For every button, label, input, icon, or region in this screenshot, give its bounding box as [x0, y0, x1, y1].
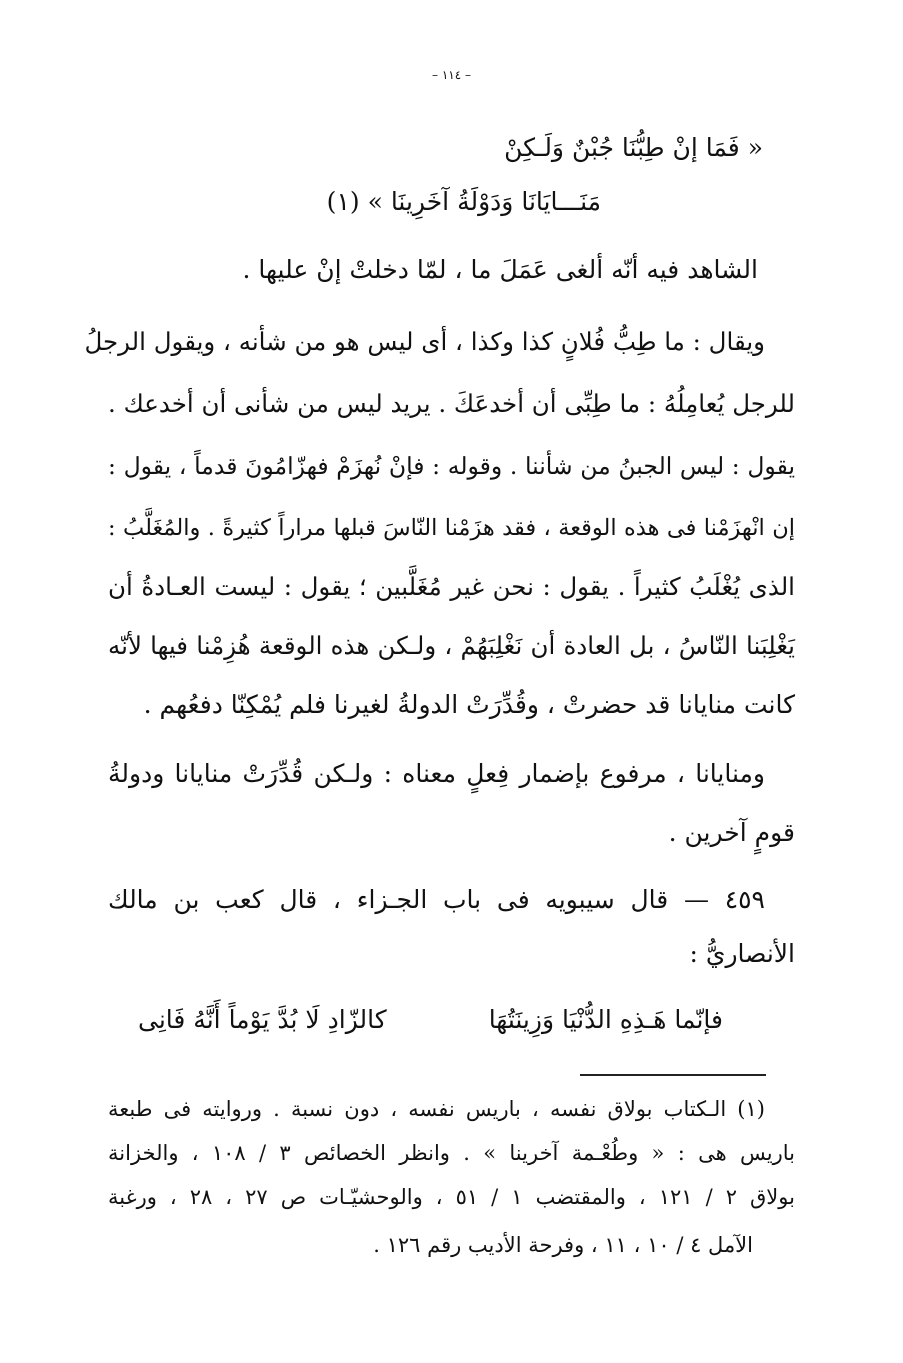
footnote-line-2: باريس هى : « وطُعْـمة آخرينا » . وانظر الخصائص ٣ / ١٠٨ ، والخزانة [108, 1141, 795, 1165]
shahid-line: الشاهد فيه أنّه ألغى عَمَلَ ما ، لمّا دخلتْ إنْ عليها . [242, 255, 758, 284]
entry-459-line-1: ٤٥٩ — قال سيبويه فى باب الجـزاء ، قال كعب بن مالك [108, 885, 765, 914]
para2-line-2: قومٍ آخرين . [668, 818, 795, 847]
verse-2-second-hemistich: كالزّادِ لَا بُدَّ يَوْماً أَنَّهُ فَانِى [138, 1005, 387, 1034]
page-number: – ١١٤ – [432, 68, 471, 82]
para2-line-1: ومنايانا ، مرفوع بإضمار فِعلٍ معناه : ولـكن قُدِّرَتْ منايانا ودولةُ [108, 759, 765, 788]
verse-2-first-hemistich: فإنّما هَـذِهِ الدُّنْيَا وَزِينَتُهَا [488, 1005, 723, 1034]
para1-line-6: يَغْلِبَنا النّاسُ ، بل العادة أن نَغْلِبَهُمْ ، ولـكن هذه الوقعة هُزِمْنا فيها لأنّه [108, 631, 795, 660]
footnote-line-3: بولاق ٢ / ١٢١ ، والمقتضب ١ / ٥١ ، والوحشيّـات ص ٢٧ ، ٢٨ ، ورغبة [108, 1185, 795, 1209]
para1-line-5: الذى يُغْلَبُ كثيراً . يقول : نحن غير مُغَلَّبين ؛ يقول : ليست العـادةُ أن [108, 572, 795, 601]
footnote-line-4: الآمل ٤ / ١٠ ، ١١ ، وفرحة الأديب رقم ١٢٦ . [373, 1233, 753, 1257]
footnote-line-1: (١) الـكتاب بولاق نفسه ، باريس نفسه ، دون نسبة . وروايته فى طبعة [108, 1097, 765, 1121]
entry-459-line-2: الأنصاريُّ : [689, 939, 795, 968]
para1-line-3: يقول : ليس الجبنُ من شأننا . وقوله : فإنْ نُهزَمْ فهزّامُونَ قدماً ، يقول : [108, 452, 795, 480]
verse-1-second-hemistich: مَنَـــايَانَا وَدَوْلَةُ آخَرِينَا » (١) [326, 187, 601, 216]
footnote-separator [580, 1074, 766, 1076]
para1-line-7: كانت منايانا قد حضرتْ ، وقُدِّرَتْ الدولةُ لغيرنا فلم يُمْكِنّا دفعُهم . [143, 690, 795, 719]
para1-line-2: للرجل يُعامِلُهُ : ما طِبِّى أن أخدعَكَ . يريد ليس من شأنى أن أخدعك . [108, 389, 795, 418]
verse-1-first-hemistich: « فَمَا إنْ طِبُّنَا جُبْنٌ وَلَـكِنْ [504, 133, 763, 162]
para1-line-1: ويقال : ما طِبُّ فُلانٍ كذا وكذا ، أى ليس هو من شأنه ، ويقول الرجلُ [84, 327, 765, 356]
para1-line-4: إن انْهزَمْنا فى هذه الوقعة ، فقد هزَمْنا النّاسَ قبلها مراراً كثيرةً . والمُغَلَّبُ : [108, 515, 795, 541]
